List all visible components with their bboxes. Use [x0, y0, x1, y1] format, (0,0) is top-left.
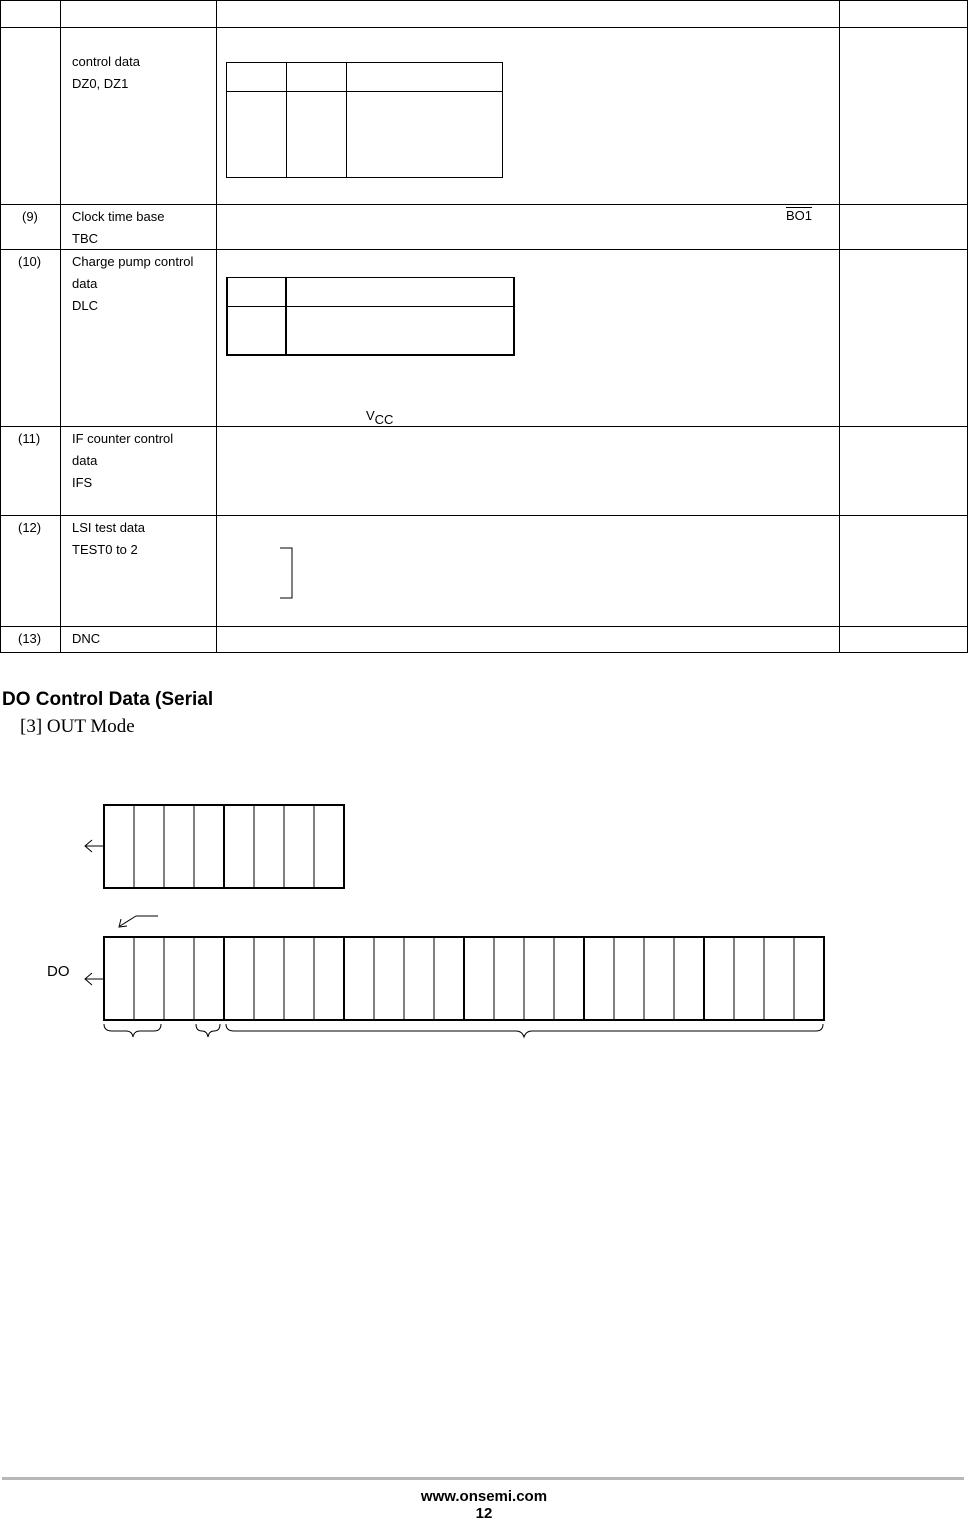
row-label-line: DZ0, DZ1	[72, 76, 129, 91]
row-label-line: DNC	[72, 631, 101, 646]
diagonal-arrow-icon	[119, 916, 158, 927]
table-rule	[0, 204, 968, 205]
arrow-left-icon	[85, 973, 104, 985]
bo1-output-label: BO1	[786, 208, 813, 223]
footer-url[interactable]: www.onsemi.com	[420, 1488, 548, 1505]
bottom-shift-register	[104, 937, 824, 1020]
row-number: (9)	[22, 209, 38, 224]
row-number: (13)	[18, 631, 42, 646]
brace-icon	[226, 1024, 823, 1037]
brace-icon	[196, 1024, 220, 1037]
subtable-rule	[226, 91, 503, 92]
subtable-rule	[346, 62, 347, 178]
table-rule	[0, 652, 968, 653]
table-rule	[0, 515, 968, 516]
row-number: (11)	[18, 431, 41, 446]
row-label-line: IF counter control	[72, 431, 174, 446]
row-label-line: TBC	[72, 231, 98, 246]
row-label-line: LSI test data	[72, 520, 145, 535]
row-label-line: TEST0 to 2	[72, 542, 138, 557]
table-row	[72, 428, 173, 494]
subtable-rule	[286, 62, 287, 178]
subtable-rule	[226, 306, 515, 307]
table-row	[72, 628, 100, 650]
table-rule	[839, 0, 840, 653]
row-label-line: Clock time base	[72, 209, 165, 224]
row-label-line: DLC	[72, 298, 99, 313]
footer	[0, 1488, 968, 1522]
row-label-line: data	[72, 453, 98, 468]
table-rule	[0, 626, 968, 627]
row-label-line: IFS	[72, 475, 93, 490]
table-rule	[216, 0, 217, 653]
vcc-label: VCC	[366, 408, 394, 427]
subtable-rule	[285, 277, 287, 356]
row-label-line: Charge pump control	[72, 254, 194, 269]
row-number: (12)	[18, 520, 42, 535]
table-row	[72, 517, 145, 561]
table-row	[72, 251, 193, 317]
table-rule	[0, 426, 968, 427]
dz-settings-subtable	[226, 62, 503, 178]
row-label-line: control data	[72, 54, 140, 69]
section-title: DO Control Data (Serial	[2, 689, 214, 710]
page-number: 12	[475, 1505, 493, 1522]
table-row	[72, 51, 140, 95]
out-mode-timing-diagram	[0, 790, 968, 1050]
table-rule	[0, 0, 968, 1]
row-number: (10)	[18, 254, 42, 269]
section-subtitle: [3] OUT Mode	[20, 716, 135, 737]
arrow-left-icon	[85, 840, 104, 852]
table-rule	[0, 27, 968, 28]
do-pin-label: DO	[47, 963, 70, 980]
dlc-settings-subtable	[226, 277, 515, 356]
row-label-line: data	[72, 276, 98, 291]
table-rule	[60, 0, 61, 653]
footer-divider	[2, 1477, 964, 1480]
test-bracket-icon	[278, 546, 294, 602]
table-row	[72, 206, 164, 250]
brace-icon	[104, 1024, 161, 1037]
table-rule	[0, 0, 1, 653]
top-shift-register	[104, 805, 344, 888]
